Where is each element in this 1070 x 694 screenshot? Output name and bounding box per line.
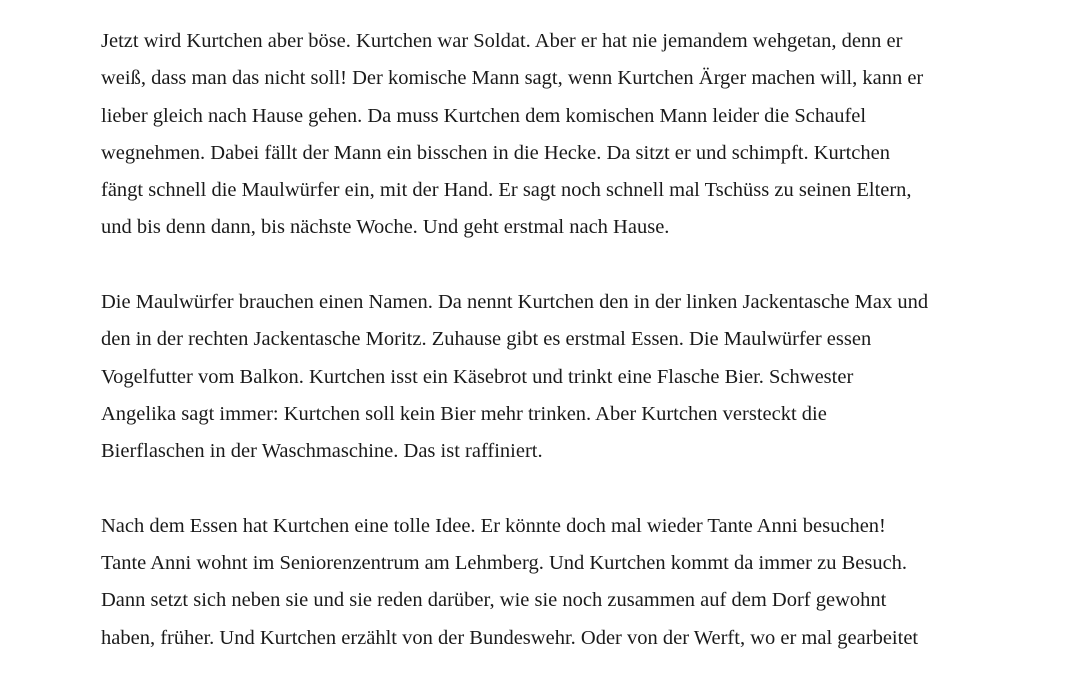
paragraph-3	[101, 508, 981, 657]
paragraph-1	[101, 23, 981, 247]
text-line: Angelika sagt immer: Kurtchen soll kein Bier mehr trinken. Aber Kurtchen versteckt die	[101, 402, 827, 425]
text-line: Bierflaschen in der Waschmaschine. Das ist raffiniert.	[101, 440, 543, 463]
text-line: und bis denn dann, bis nächste Woche. Und geht erstmal nach Hause.	[101, 216, 670, 239]
text-line: den in der rechten Jackentasche Moritz. Zuhause gibt es erstmal Essen. Die Maulwürfer essen	[101, 328, 872, 351]
text-line: Vogelfutter vom Balkon. Kurtchen isst ein Käsebrot und trinkt eine Flasche Bier. Schwester	[101, 365, 854, 388]
document-body	[101, 23, 981, 694]
text-line: Die Maulwürfer brauchen einen Namen. Da nennt Kurtchen den in der linken Jackentasche Max und	[101, 291, 929, 314]
text-line: fängt schnell die Maulwürfer ein, mit der Hand. Er sagt noch schnell mal Tschüss zu seinen Eltern,	[101, 179, 912, 202]
text-line: weiß, dass man das nicht soll! Der komische Mann sagt, wenn Kurtchen Ärger machen will, kann er	[101, 67, 924, 90]
text-line: wegnehmen. Dabei fällt der Mann ein bisschen in die Hecke. Da sitzt er und schimpft. Kurtchen	[101, 141, 890, 164]
text-line: lieber gleich nach Hause gehen. Da muss Kurtchen dem komischen Mann leider die Schaufel	[101, 104, 867, 127]
text-line: Nach dem Essen hat Kurtchen eine tolle Idee. Er könnte doch mal wieder Tante Anni besuchen!	[101, 514, 886, 537]
text-line: Dann setzt sich neben sie und sie reden darüber, wie sie noch zusammen auf dem Dorf gewohnt	[101, 589, 887, 612]
text-line: Jetzt wird Kurtchen aber böse. Kurtchen war Soldat. Aber er hat nie jemandem wehgetan, denn er	[101, 30, 903, 52]
paragraph-2	[101, 284, 981, 470]
text-line: Tante Anni wohnt im Seniorenzentrum am Lehmberg. Und Kurtchen kommt da immer zu Besuch.	[101, 552, 908, 575]
text-line: haben, früher. Und Kurtchen erzählt von der Bundeswehr. Oder von der Werft, wo er mal gearbeitet	[101, 626, 919, 649]
